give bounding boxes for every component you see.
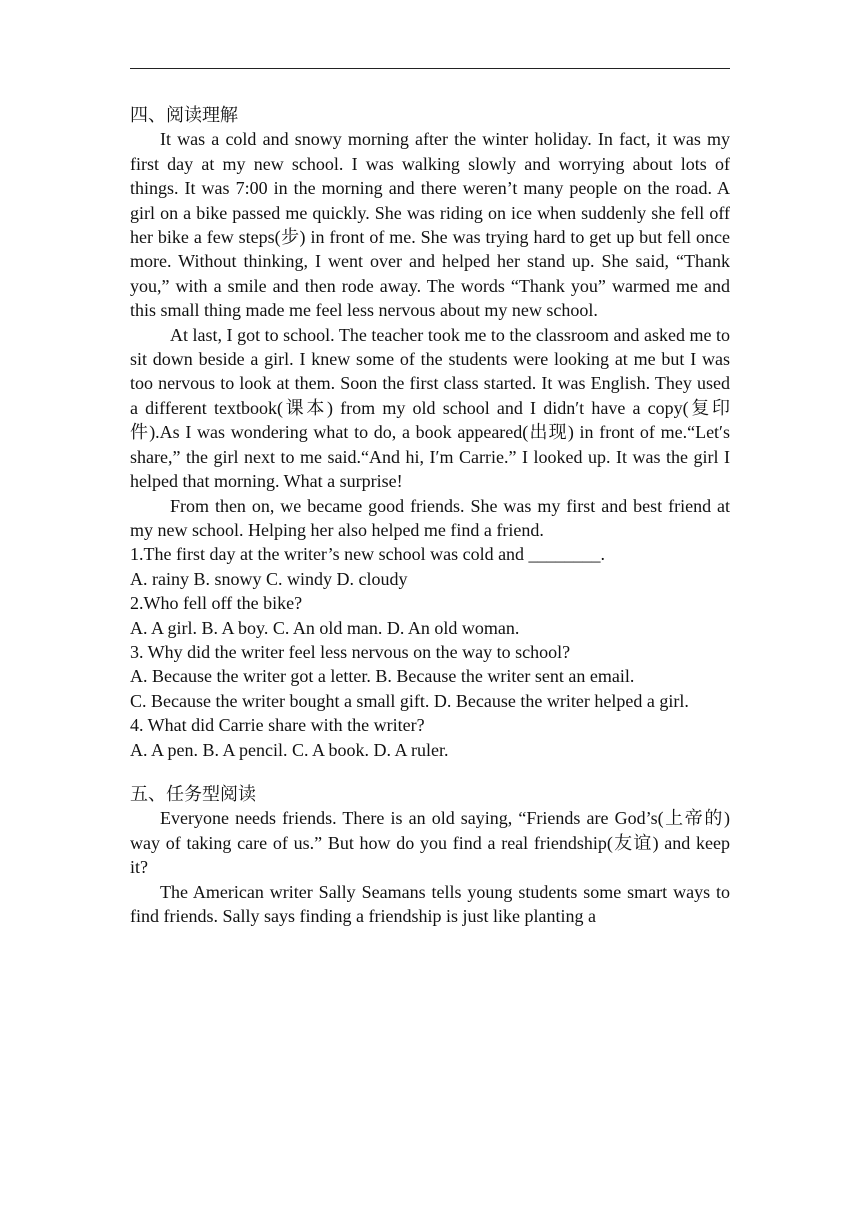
question-1: 1.The first day at the writer’s new school was cold and ________. [130,544,606,565]
passage-paragraph-1: It was a cold and snowy morning after the winter holiday. In fact, it was my first day at my new school. I was walking slowly and worrying about lots of things. It was 7:00 in the morning and there weren’t many people on the road. A girl on a bike passed me quickly. She was riding on ice when suddenly she fell off her bike a few steps(步) in front of me. She was trying hard to get up but fell once more. Without thinking, I went over and helped her stand up. She said, “Thank you,” with a smile and then rode away. The words “Thank you” warmed me and this small thing made me feel less nervous about my new school. [130,129,730,321]
question-2-options: A. A girl. B. A boy. C. An old man. D. An old woman. [130,617,520,638]
question-1-options: A. rainy B. snowy C. windy D. cloudy [130,568,408,589]
question-2: 2.Who fell off the bike? [130,593,303,614]
passage-paragraph-2: At last, I got to school. The teacher took me to the classroom and asked me to sit down beside a girl. I knew some of the students were looking at me but I was too nervous to look at them. Soon the first class started. It was English. They used a different textbook(课本) from my old school and I didn′t have a copy(复印件).As I was wondering what to do, a book appeared(出现) in front of me.“Let′s share,” the girl next to me said.“And hi, I′m Carrie.” I looked up. It was the girl I helped that morning. What a surprise! [130,324,730,492]
question-3-options-ab: A. Because the writer got a letter. B. Because the writer sent an email. [130,666,635,687]
task-paragraph-2: The American writer Sally Seamans tells young students some smart ways to find friends. Sally says finding a friendship is just like planting a [130,881,730,926]
question-4: 4. What did Carrie share with the writer? [130,715,425,736]
section-five-heading: 五、任务型阅读 [130,783,256,804]
header-rule [130,68,730,69]
question-3-options-cd: C. Because the writer bought a small gift. D. Because the writer helped a girl. [130,690,689,711]
question-4-options: A. A pen. B. A pencil. C. A book. D. A ruler. [130,739,449,760]
task-paragraph-1: Everyone needs friends. There is an old saying, “Friends are God’s(上帝的) way of taking care of us.” But how do you find a real friendship(友谊) and keep it? [130,808,730,878]
section-four-heading: 四、阅读理解 [130,105,238,125]
section-spacer [130,762,730,782]
question-3: 3. Why did the writer feel less nervous on the way to school? [130,641,571,662]
passage-paragraph-3: From then on, we became good friends. She was my first and best friend at my new school. Helping her also helped me find a friend. [130,495,730,540]
document-body [130,103,730,928]
